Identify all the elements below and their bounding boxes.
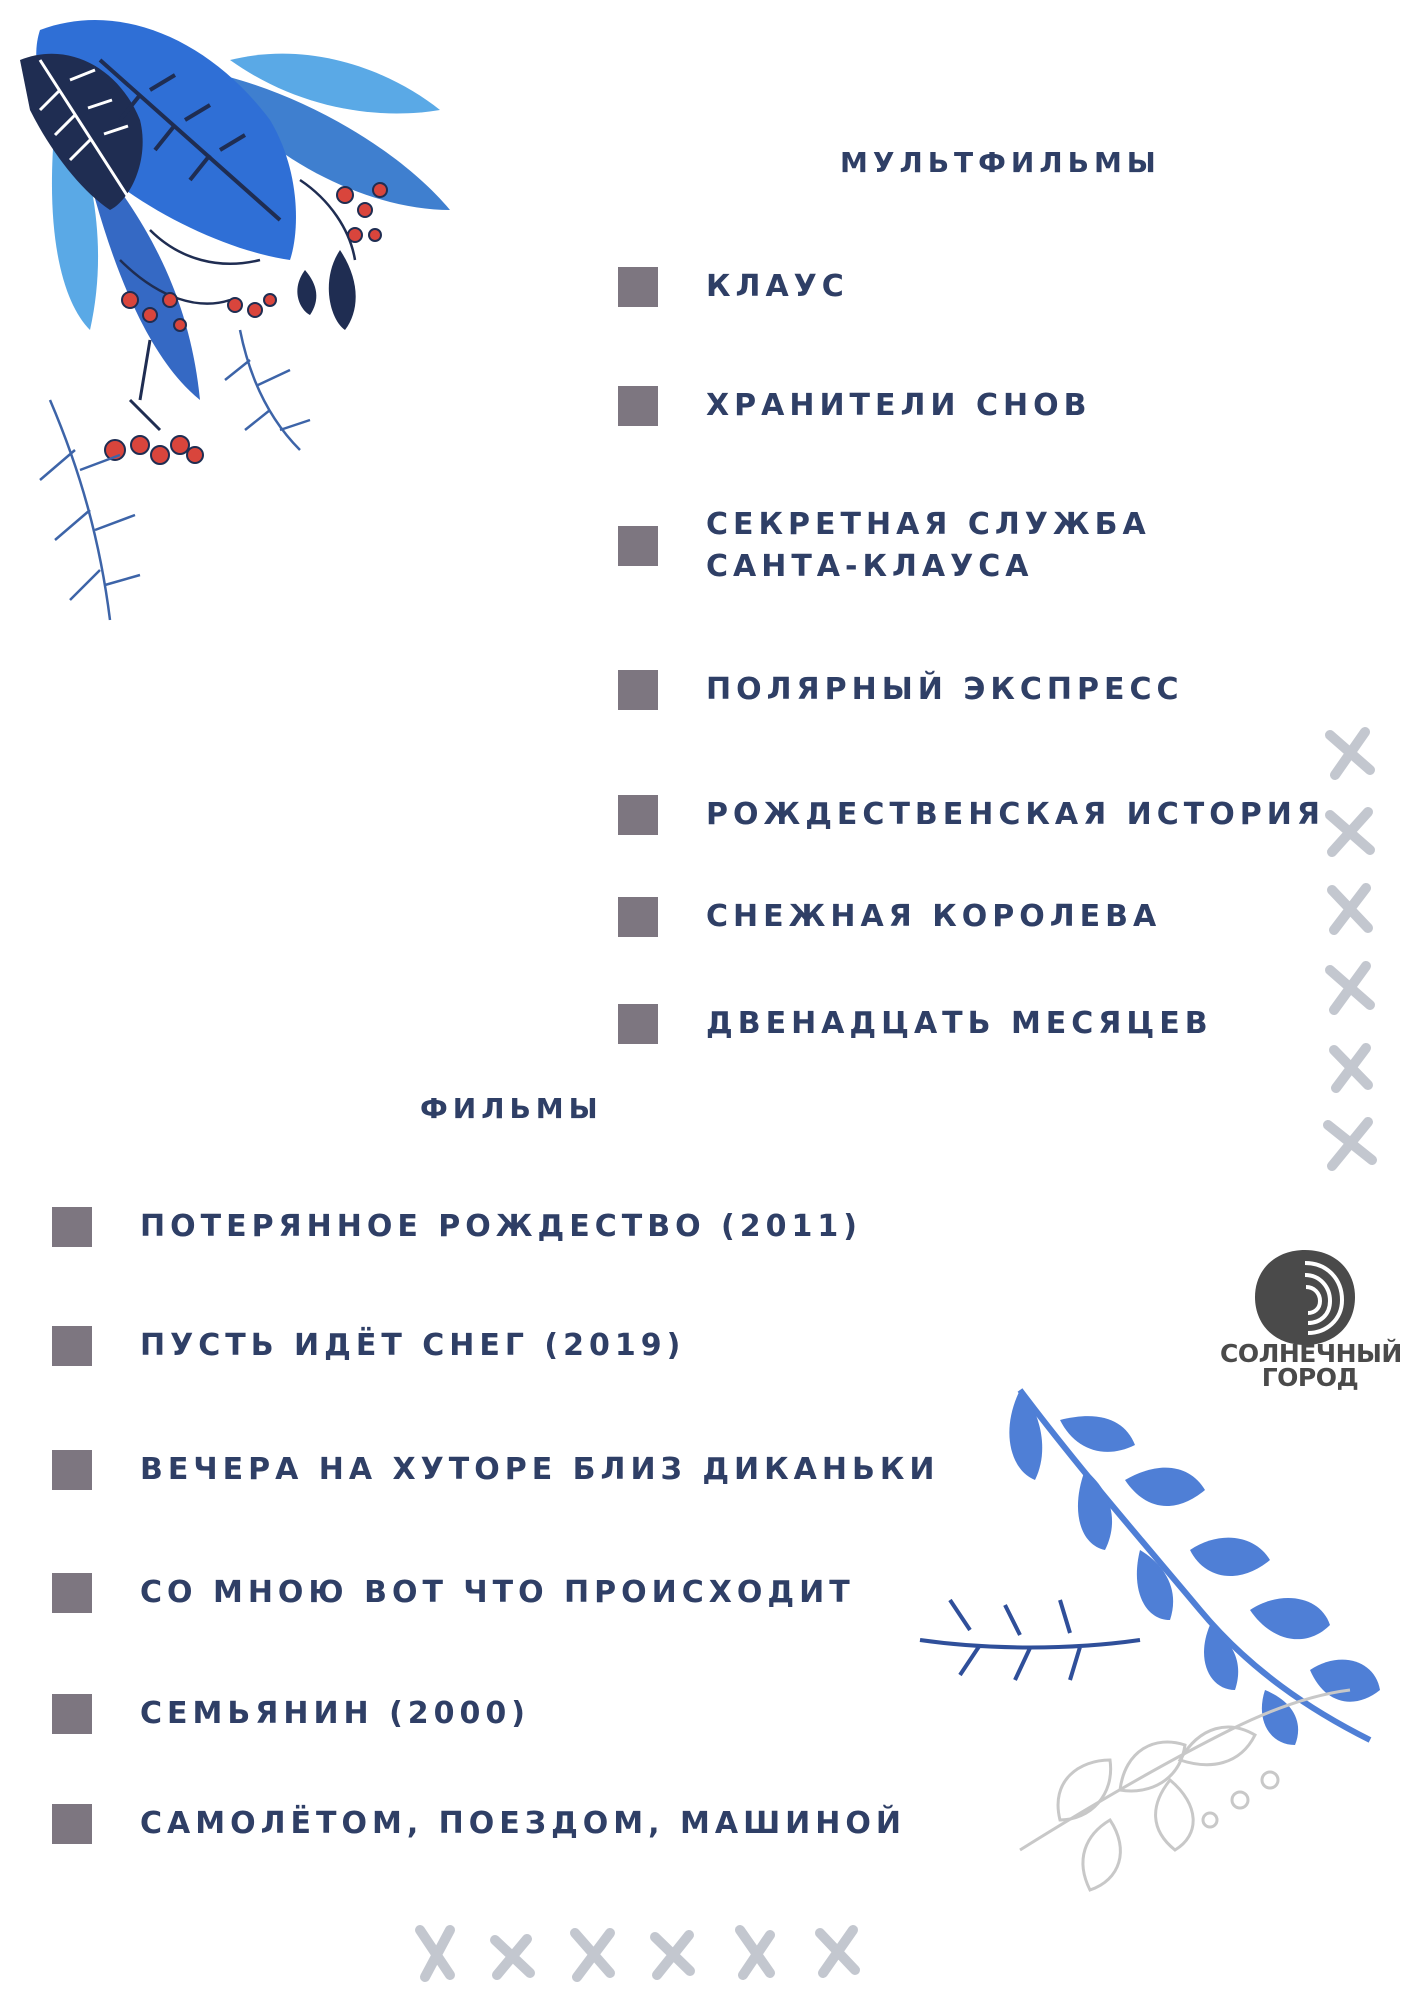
checkbox-square[interactable] bbox=[618, 670, 658, 710]
checkbox-square[interactable] bbox=[618, 897, 658, 937]
checkbox-square[interactable] bbox=[618, 526, 658, 566]
list-item bbox=[52, 1572, 855, 1614]
list-item bbox=[52, 1803, 906, 1845]
checkbox-square[interactable] bbox=[618, 795, 658, 835]
checkbox-square[interactable] bbox=[52, 1450, 92, 1490]
item-label: ДВЕНАДЦАТЬ МЕСЯЦЕВ bbox=[706, 1006, 1213, 1041]
item-label: КЛАУС bbox=[706, 269, 849, 304]
item-label: СО МНОЮ ВОТ ЧТО ПРОИСХОДИТ bbox=[140, 1575, 855, 1610]
list-item bbox=[52, 1206, 862, 1248]
list-item bbox=[618, 794, 1325, 836]
sunny-city-logo-icon bbox=[1250, 1245, 1360, 1350]
item-label: ХРАНИТЕЛИ СНОВ bbox=[706, 388, 1092, 423]
branch-decoration-bottom-right bbox=[910, 1350, 1390, 1910]
list-item bbox=[618, 896, 1161, 938]
cartoons-heading: МУЛЬТФИЛЬМЫ bbox=[840, 146, 1161, 179]
cross-row-decoration bbox=[405, 1915, 875, 1995]
list-item bbox=[618, 266, 849, 308]
item-label: СЕМЬЯНИН (2000) bbox=[140, 1696, 531, 1731]
list-item bbox=[618, 669, 1184, 711]
cross-column-decoration bbox=[1310, 720, 1390, 1190]
floral-corner-top-left bbox=[0, 0, 470, 640]
item-label: ПОЛЯРНЫЙ ЭКСПРЕСС bbox=[706, 672, 1184, 707]
logo-line-2: ГОРОД bbox=[1261, 1363, 1359, 1392]
checkbox-square[interactable] bbox=[52, 1207, 92, 1247]
checkbox-square[interactable] bbox=[52, 1694, 92, 1734]
checkbox-square[interactable] bbox=[52, 1573, 92, 1613]
item-label: ВЕЧЕРА НА ХУТОРЕ БЛИЗ ДИКАНЬКИ bbox=[140, 1452, 940, 1487]
list-item bbox=[52, 1449, 939, 1491]
list-item bbox=[618, 1003, 1213, 1045]
item-label: ПУСТЬ ИДЁТ СНЕГ (2019) bbox=[140, 1328, 686, 1363]
item-label: РОЖДЕСТВЕНСКАЯ ИСТОРИЯ bbox=[706, 797, 1325, 832]
films-heading: ФИЛЬМЫ bbox=[420, 1092, 603, 1125]
item-label: САМОЛЁТОМ, ПОЕЗДОМ, МАШИНОЙ bbox=[140, 1806, 906, 1841]
item-label: ПОТЕРЯННОЕ РОЖДЕСТВО (2011) bbox=[140, 1209, 862, 1244]
checkbox-square[interactable] bbox=[618, 1004, 658, 1044]
checkbox-square[interactable] bbox=[52, 1804, 92, 1844]
item-label: СЕКРЕТНАЯ СЛУЖБА САНТА-КЛАУСА bbox=[706, 507, 1151, 584]
logo-line-1: СОЛНЕЧНЫЙ bbox=[1220, 1339, 1402, 1368]
checkbox-square[interactable] bbox=[52, 1326, 92, 1366]
list-item bbox=[52, 1693, 530, 1735]
item-label: СНЕЖНАЯ КОРОЛЕВА bbox=[706, 899, 1162, 934]
list-item bbox=[52, 1325, 685, 1367]
list-item bbox=[618, 385, 1091, 427]
checkbox-square[interactable] bbox=[618, 386, 658, 426]
checkbox-square[interactable] bbox=[618, 267, 658, 307]
list-item bbox=[618, 504, 1286, 588]
